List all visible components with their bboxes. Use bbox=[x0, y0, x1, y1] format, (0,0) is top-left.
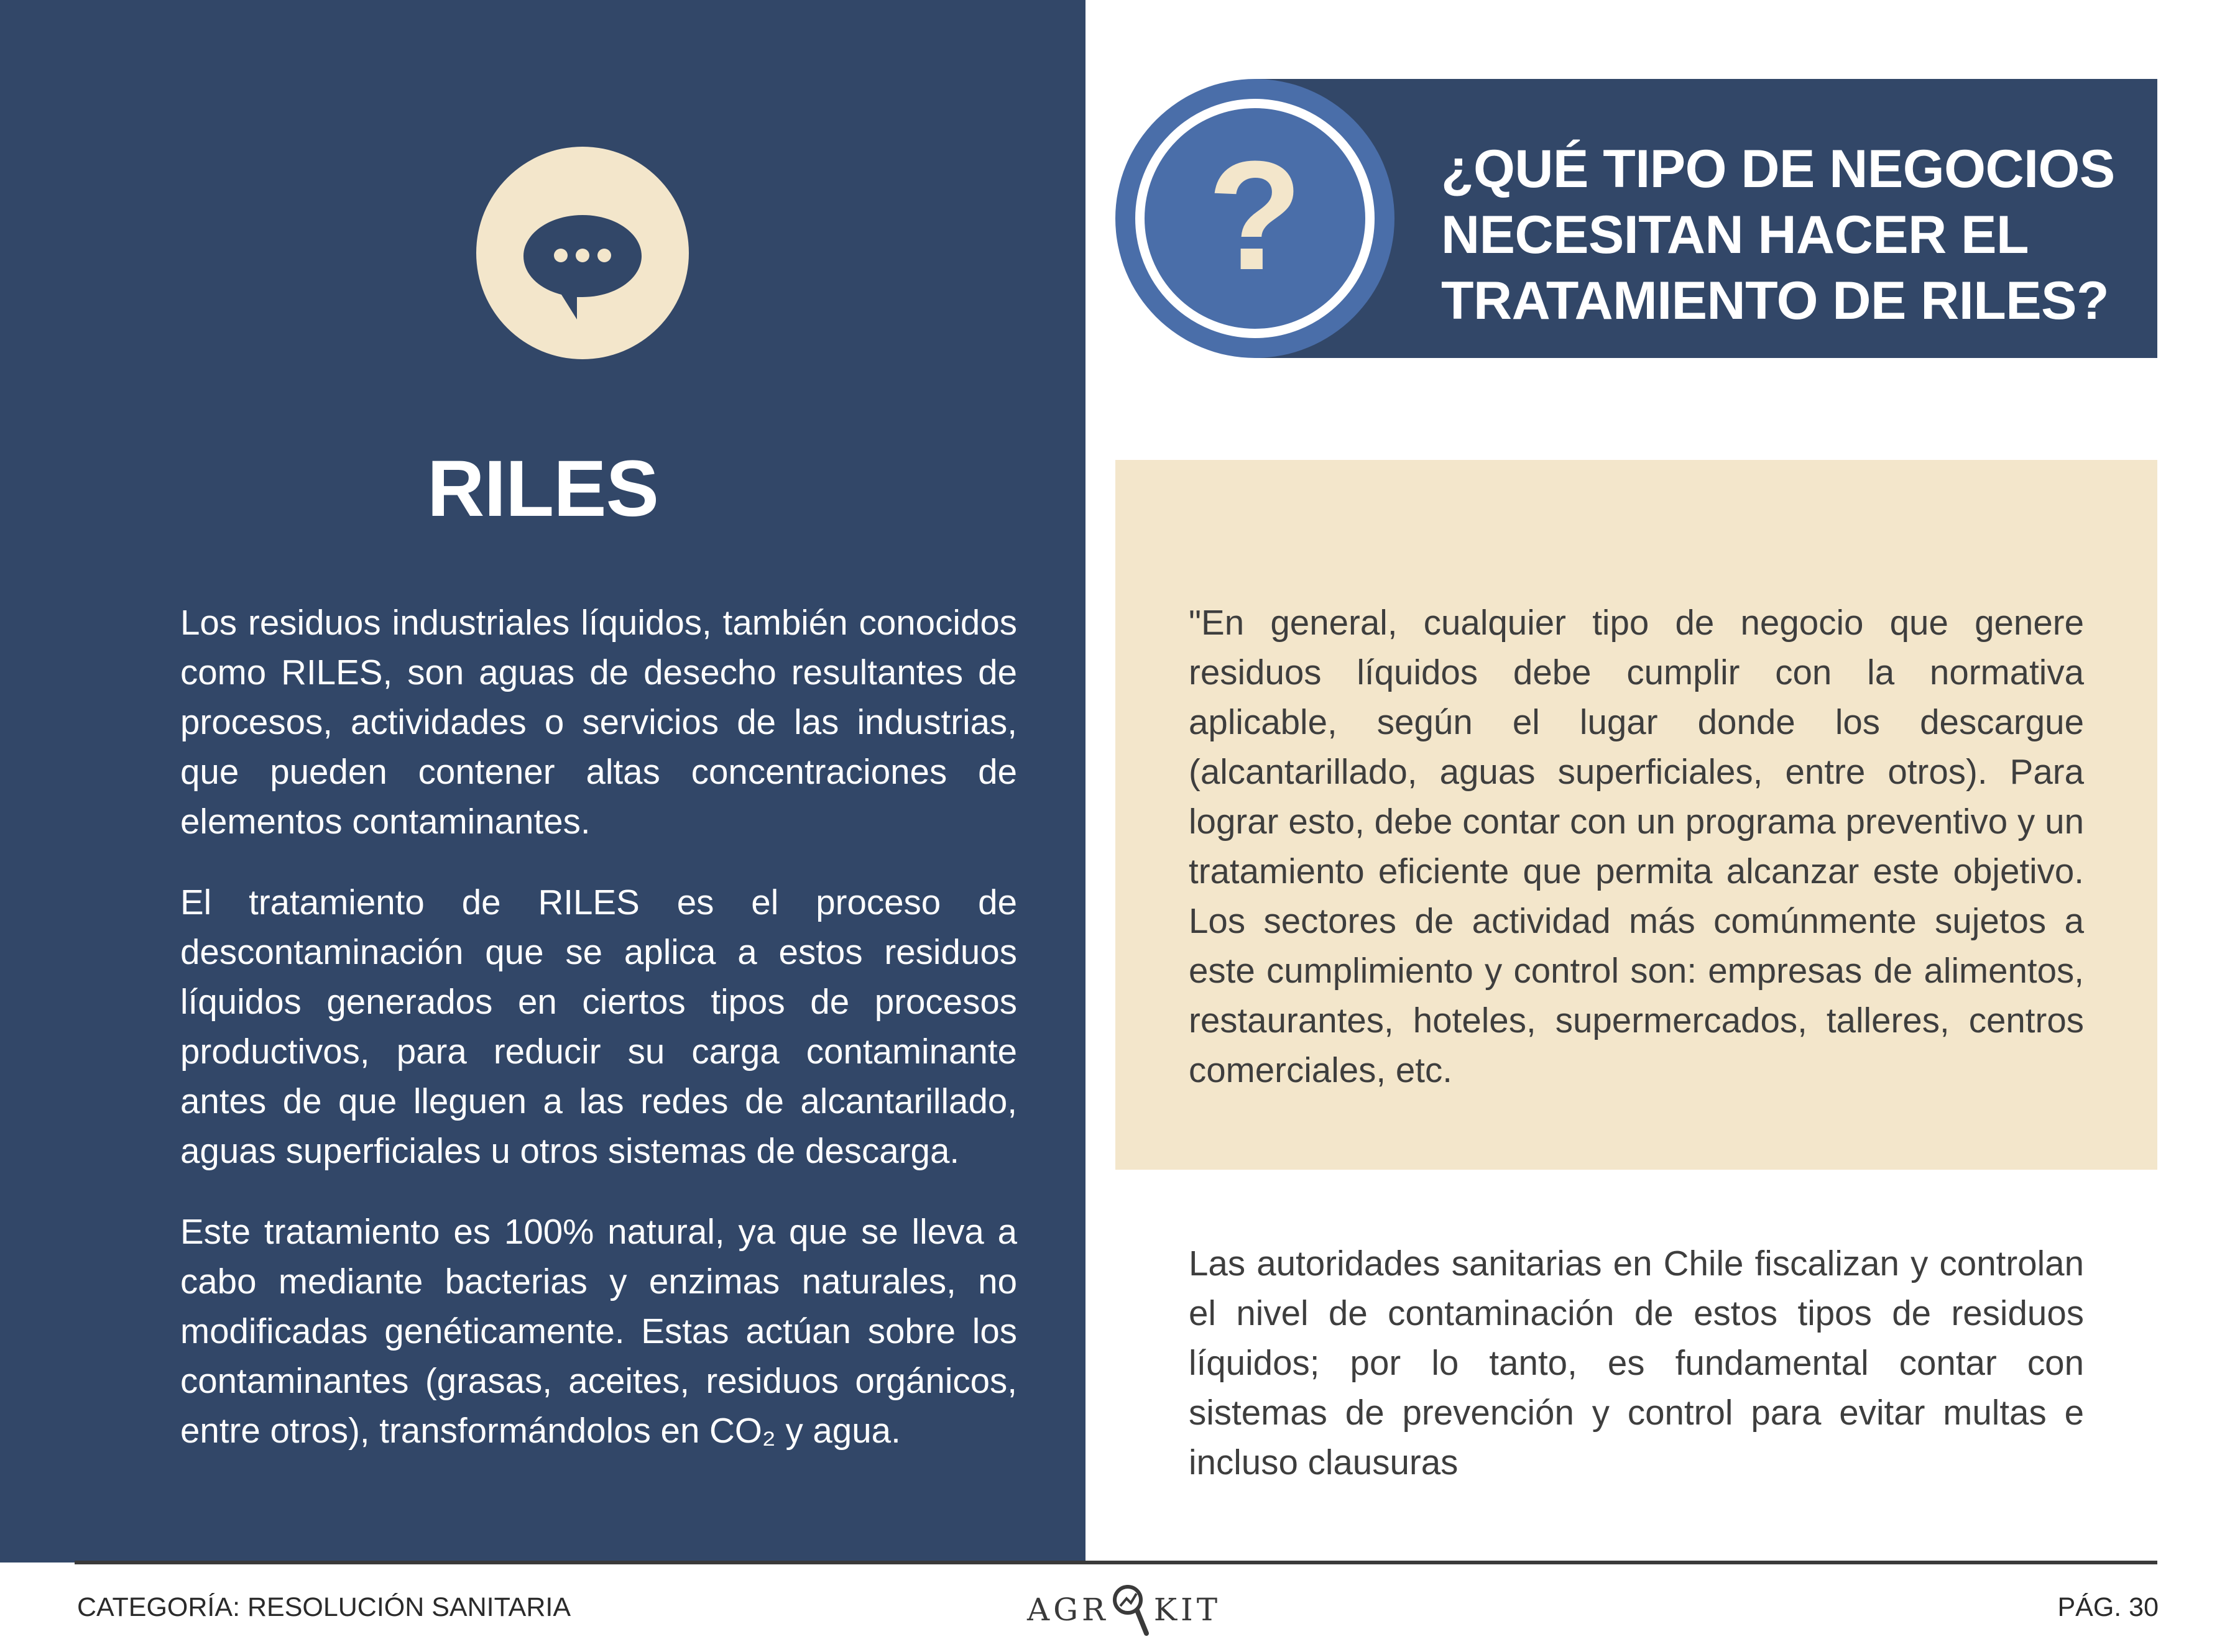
header-line-3: TRATAMIENTO DE RILES? bbox=[1441, 271, 2109, 331]
agrokit-logo bbox=[1027, 1579, 1221, 1641]
header-line-1: ¿QUÉ TIPO DE NEGOCIOS bbox=[1441, 139, 2115, 199]
riles-treatment-paragraph: El tratamiento de RILES es el proceso de descontaminación que se aplica a estos residuos líquidos generados en ciertos tipos de procesos productivos, para reducir su carga contaminante antes de que lleguen a las redes de alcantarillado, aguas superficiales u otros sistemas de descarga. bbox=[180, 883, 1017, 1170]
quote-paragraph: "En general, cualquier tipo de negocio que genere residuos líquidos debe cumplir con la normativa aplicable, según el lugar donde los descargue (alcantarillado, aguas superficiales, entre otros). Para lograr esto, debe contar con un programa preventivo y un tratamiento eficiente que permita alcanzar este objetivo. Los sectores de actividad más comúnmente sujetos a este cumplimiento y control son: empresas de alimentos, restaurantes, hoteles, supermercados, talleres, centros comerciales, etc. bbox=[1189, 603, 2084, 1090]
question-badge bbox=[1115, 79, 1394, 358]
magnifier-icon bbox=[1110, 1581, 1150, 1638]
closing-paragraph: Las autoridades sanitarias en Chile fiscalizan y controlan el nivel de contaminación de estos tipos de residuos líquidos; por lo tanto, es fundamental contar con sistemas de prevención y control para evitar multas e incluso clausuras bbox=[1189, 1244, 2084, 1482]
speech-bubble-icon bbox=[476, 147, 689, 359]
question-glyph: ? bbox=[1207, 129, 1302, 302]
header-line-2: NECESITAN HACER EL bbox=[1441, 205, 2029, 265]
riles-title: RILES bbox=[427, 444, 658, 533]
logo-text-left: AGR bbox=[1027, 1592, 1109, 1628]
footer-divider bbox=[75, 1561, 2157, 1564]
logo-text-right: KIT bbox=[1153, 1592, 1222, 1628]
speech-bubble-badge bbox=[476, 147, 689, 359]
question-mark-icon bbox=[1115, 79, 1394, 358]
footer-page-number: PÁG. 30 bbox=[2057, 1592, 2159, 1622]
footer-category: CATEGORÍA: RESOLUCIÓN SANITARIA bbox=[77, 1592, 571, 1622]
riles-natural-paragraph: Este tratamiento es 100% natural, ya que se lleva a cabo mediante bacterias y enzimas naturales, no modificadas genéticamente. Estas actúan sobre los contaminantes (grasas, aceites, residuos orgánicos, entre otros), transformándolos en CO₂ y agua. bbox=[180, 1212, 1017, 1450]
riles-definition-paragraph: Los residuos industriales líquidos, también conocidos como RILES, son aguas de desecho resultantes de procesos, actividades o servicios de las industrias, que pueden contener altas concentraciones de elementos contaminantes. bbox=[180, 603, 1017, 841]
